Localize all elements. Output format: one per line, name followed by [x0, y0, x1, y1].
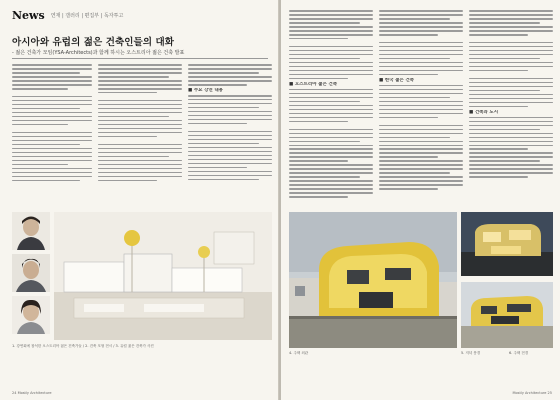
evening-house-photo — [461, 212, 553, 276]
house-wide-photo — [461, 282, 553, 348]
text-column-2 — [98, 64, 182, 204]
title-divider — [12, 58, 268, 59]
right-subhead-2: ■ 한국 젊은 건축 — [379, 77, 415, 83]
left-page-footer: 24 Mostly Architecture — [12, 391, 52, 395]
left-subhead-1: ■ 주요 강연 내용 — [188, 87, 224, 93]
right-caption-1: 4. 주택 외관 — [289, 351, 309, 355]
section-label: News — [12, 8, 45, 22]
right-page — [281, 0, 560, 400]
article-subtitle: - 젊은 건축가 모임(YSA-Architects)과 함께 하시는 오스트리아 젊은 건축 발표 — [12, 50, 185, 56]
architecture-model-photo — [54, 212, 272, 340]
right-subhead-3: ■ 건축과 도시 — [469, 109, 499, 115]
right-subhead-1: ■ 오스트리아 젊은 건축 — [289, 81, 338, 87]
text-column-3 — [188, 64, 272, 204]
article-title: 아시아와 유럽의 젊은 건축인들의 대화 — [12, 37, 175, 48]
page-header — [12, 9, 123, 21]
text-column-1 — [12, 64, 92, 204]
header-nav: 연재 | 갤러리 | 편집부 | 독자투고 — [50, 12, 124, 19]
right-text-column-2 — [379, 10, 463, 210]
right-page-footer: Mostly Architecture 25 — [512, 391, 552, 395]
right-caption-2: 5. 저녁 풍경 — [461, 351, 481, 355]
left-photo-caption: 1. 강연회에 참석한 오스트리아 젊은 건축가들 / 2. 건축 모형 전시 / 3. 유럽 젊은 건축가 사진 — [12, 344, 154, 348]
portrait-photo-2 — [12, 254, 50, 292]
right-text-column-1 — [289, 10, 373, 210]
portrait-photo-1 — [12, 212, 50, 250]
right-text-column-3 — [469, 10, 553, 210]
left-page — [0, 0, 279, 400]
yellow-house-photo — [289, 212, 457, 348]
right-caption-3: 6. 주택 전경 — [509, 351, 529, 355]
portrait-photo-3 — [12, 296, 50, 334]
